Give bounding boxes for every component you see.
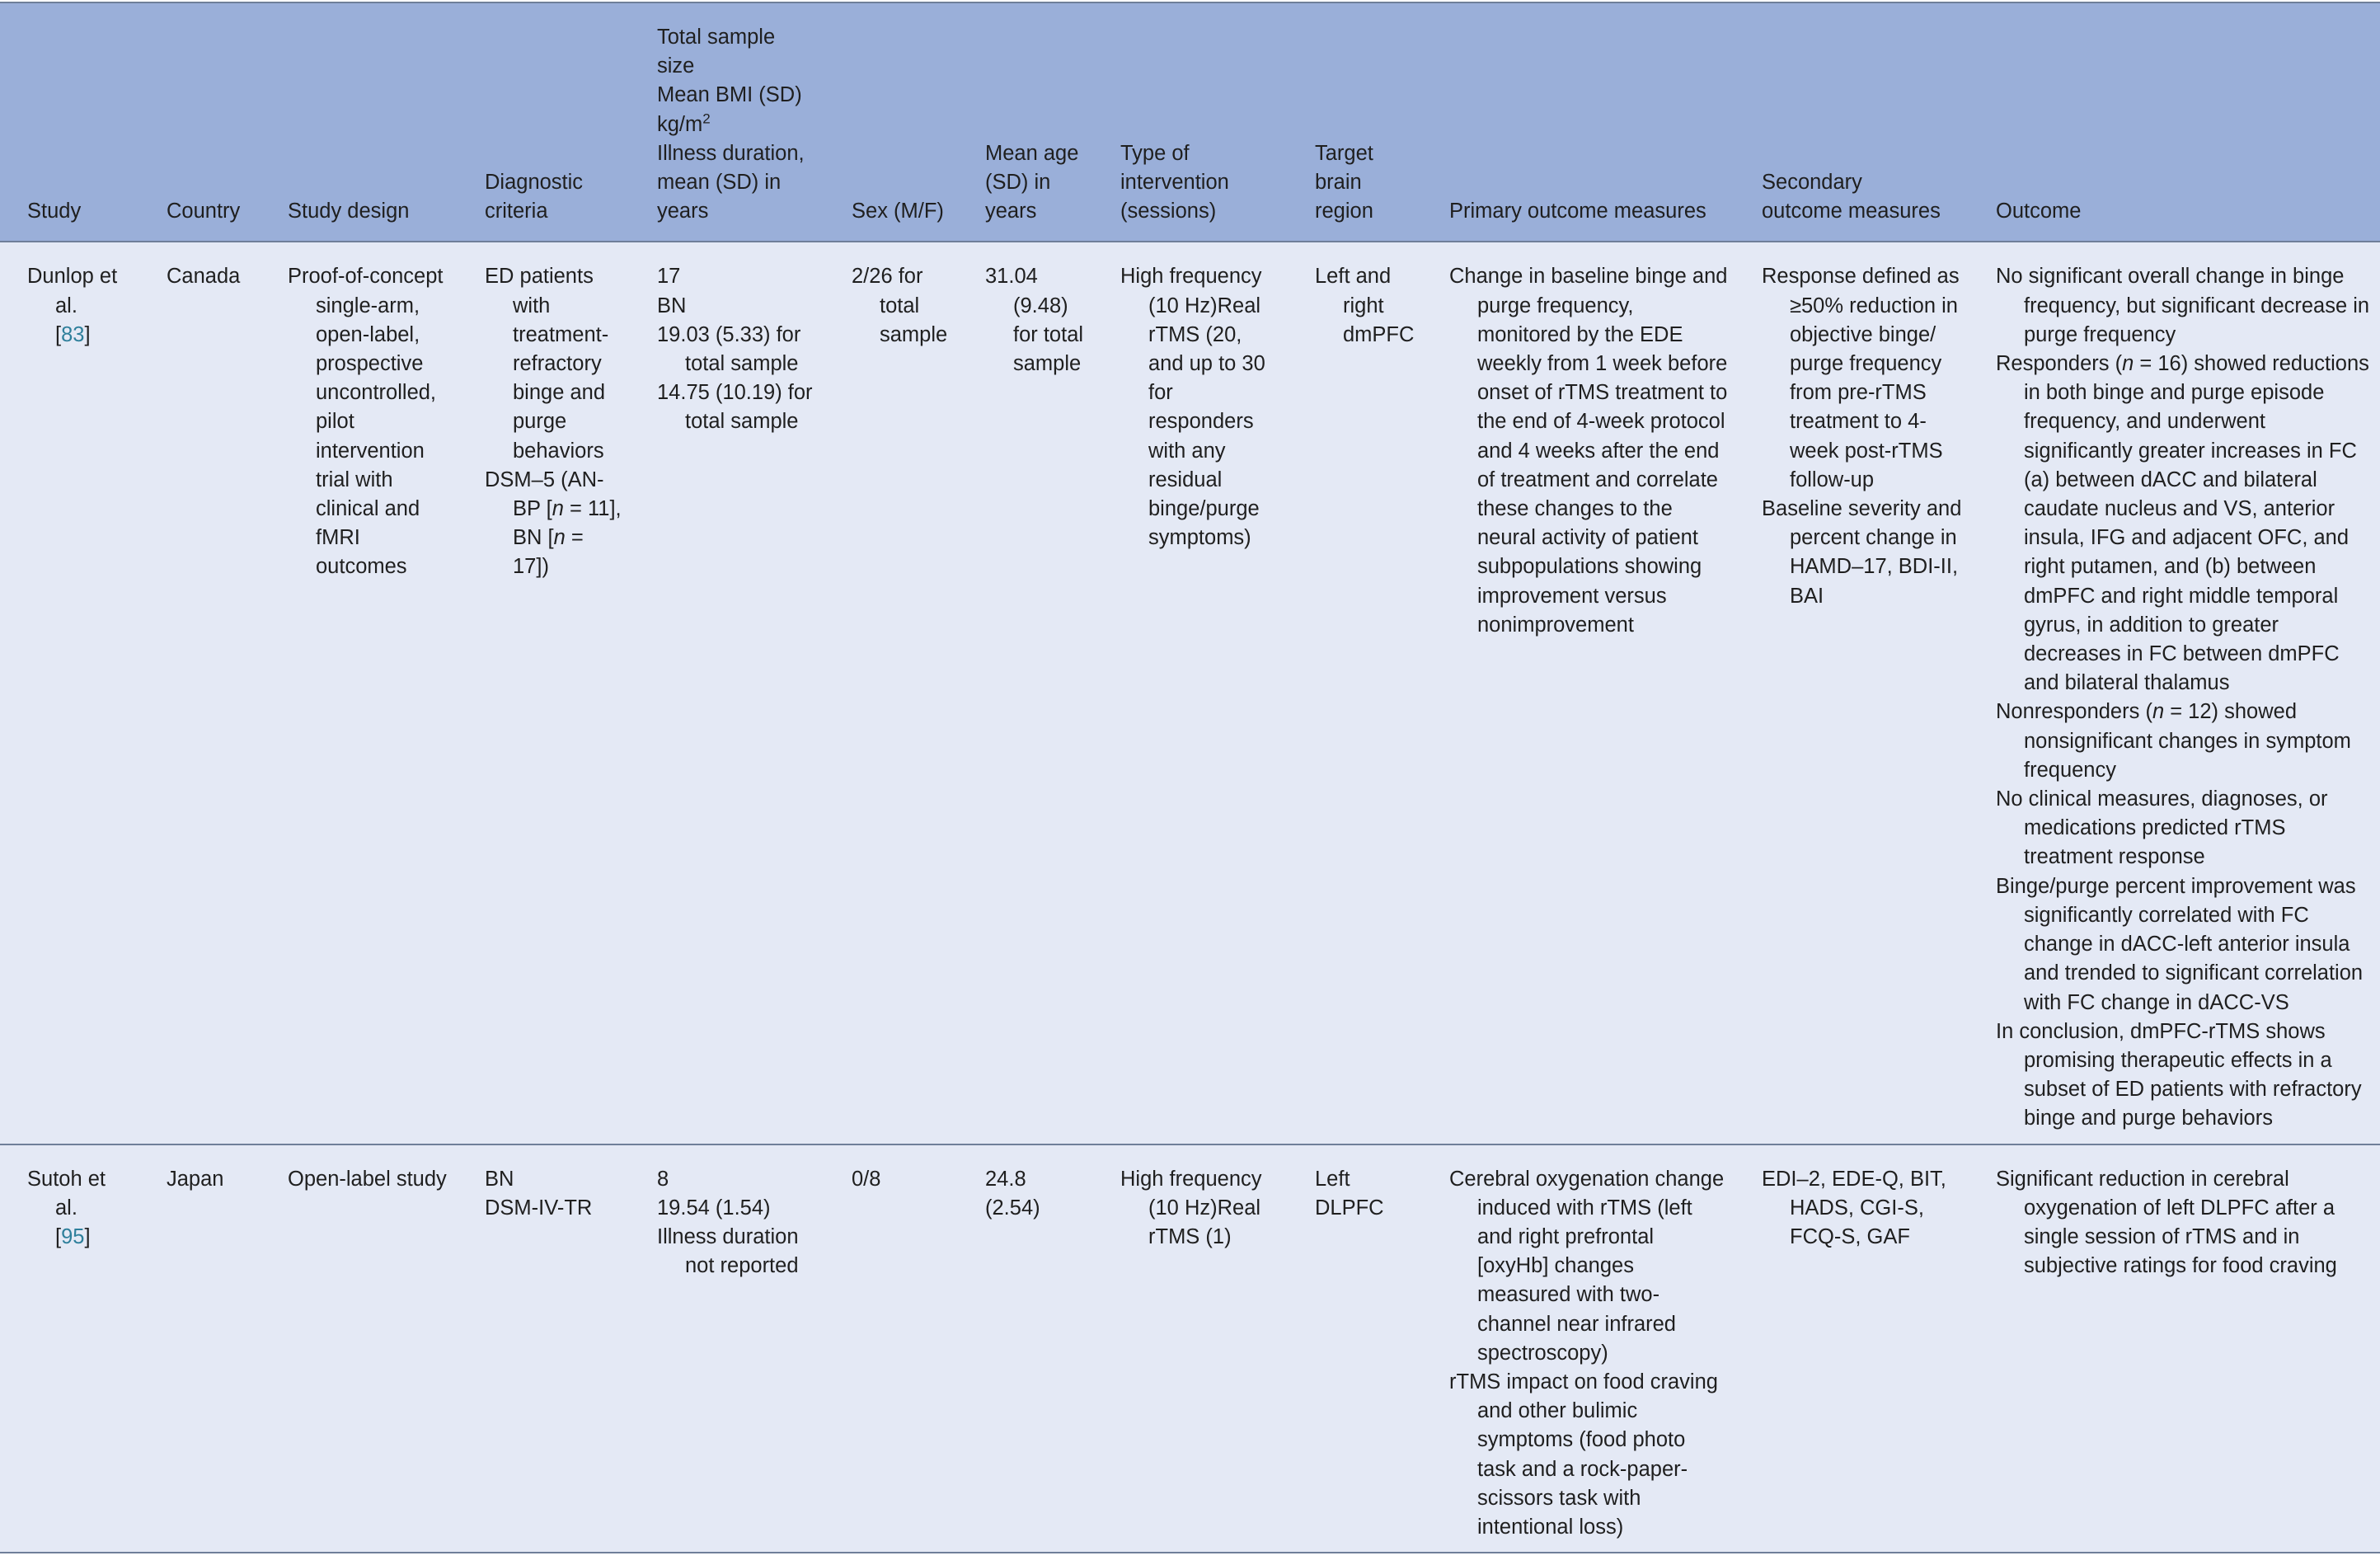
cell-primary-outcome [1422, 1144, 1735, 1553]
header-line: Target [1315, 141, 1373, 165]
cell-text: EDI–2, EDE-Q, BIT, HADS, CGI-S, FCQ-S, GAF [1762, 1167, 1946, 1248]
header-line: years [985, 200, 1037, 223]
cell-mean-age [958, 242, 1093, 1144]
cell-text: DSM–5 (AN-BP [n = 11], BN [n = 17]) [485, 468, 622, 579]
header-secondary-outcome [1735, 2, 1969, 242]
header-diagnostic-criteria [458, 2, 630, 242]
cell-study [0, 1144, 139, 1553]
header-row [0, 2, 2380, 242]
cell-text: ED patients with treatment-refractory binge and purge behaviors [485, 265, 609, 463]
header-line: Mean age [985, 141, 1079, 165]
header-line: Illness duration, [657, 141, 805, 165]
cell-text: High frequency (10 Hz)Real rTMS (1) [1120, 1167, 1262, 1248]
header-line: (SD) in [985, 171, 1051, 195]
header-line: intervention [1120, 171, 1229, 195]
header-line: brain [1315, 171, 1362, 195]
cell-text: No clinical measures, diagnoses, or medications predicted rTMS treatment response [1996, 787, 2328, 869]
cell-text: High frequency (10 Hz)Real rTMS (20, and up to 30 for responders with any residual binge/purge symptoms) [1120, 265, 1265, 550]
header-target-region [1288, 2, 1422, 242]
cell-text: In conclusion, dmPFC-rTMS shows promising therapeutic effects in a subset of ED patients with refractory binge and purge behaviors [1996, 1019, 2362, 1130]
header-line: Diagnostic [485, 171, 584, 195]
cell-text: Illness duration not reported [657, 1224, 799, 1278]
cell-study-design [261, 1144, 458, 1553]
cell-text: Nonresponders (n = 12) showed nonsignificant changes in symptom frequency [1996, 700, 2351, 782]
cell-text: DSM-IV-TR [485, 1196, 593, 1220]
cell-secondary-outcome [1735, 1144, 1969, 1553]
header-outcome: Outcome [1969, 2, 2380, 242]
cell-target-region: Left DLPFC [1288, 1144, 1422, 1553]
cell-text: 2/26 for total sample [852, 265, 948, 346]
cell-outcome [1969, 242, 2380, 1144]
cell-study-design [261, 242, 458, 1144]
header-line: criteria [485, 200, 548, 223]
cell-diagnostic-criteria [458, 242, 630, 1144]
reference-link[interactable]: 95 [61, 1224, 85, 1248]
cell-target-region [1288, 242, 1422, 1144]
cell-text: Change in baseline binge and purge frequency, monitored by the EDE weekly from 1 week before onset of rTMS treatment to the end of 4-week protocol and 4 weeks after the end of treatment and correlate these changes to the neural activity of patient subpopulations showing improvement versus nonimprovement [1449, 265, 1728, 637]
header-line: region [1315, 200, 1373, 223]
cell-text: rTMS impact on food craving and other bulimic symptoms (food photo task and a rock-paper-scissors task with intentional loss) [1449, 1370, 1718, 1539]
cell-text: 31.04 (9.48) for total sample [985, 265, 1084, 376]
header-line: Total sample size [657, 26, 776, 78]
study-text: Dunlop et al. [27, 265, 118, 317]
cell-sample [630, 242, 824, 1144]
cell-text: Proof-of-concept single-arm, open-label, prospective uncontrolled, pilot intervention trial with clinical and fMRI outcomes [288, 265, 444, 579]
header-line: (sessions) [1120, 200, 1217, 223]
reference-link[interactable]: 83 [61, 322, 85, 346]
cell-diagnostic-criteria [458, 1144, 630, 1553]
cell-study [0, 242, 139, 1144]
cell-primary-outcome [1422, 242, 1735, 1144]
cell-text: Open-label study [288, 1167, 447, 1191]
header-primary-outcome: Primary outcome measures [1422, 2, 1735, 242]
cell-text: Baseline severity and percent change in HAMD–17, BDI-II, BAI [1762, 497, 1962, 608]
cell-text: No significant overall change in binge frequency, but significant decrease in purge frequency [1996, 265, 2370, 346]
cell-text: BN [657, 294, 687, 317]
study-text: Sutoh et al. [27, 1167, 106, 1220]
study-name: Sutoh et al. [95] [27, 1167, 106, 1248]
header-sex: Sex (M/F) [824, 2, 958, 242]
table-row [0, 1144, 2380, 1553]
cell-text: Binge/purge percent improvement was significantly correlated with FC change in dACC-left anterior insula and trended to significant correlation with FC change in dACC-VS [1996, 874, 2364, 1014]
header-study: Study [0, 2, 139, 242]
cell-text: 19.03 (5.33) for total sample [657, 322, 801, 376]
cell-text: BN [485, 1167, 514, 1191]
cell-mean-age: 24.8 (2.54) [958, 1144, 1093, 1553]
study-name: Dunlop et al. [83] [27, 265, 118, 346]
cell-text: Responders (n = 16) showed reductions in both binge and purge episode frequency, and underwent significantly greater increases in FC (a) between dACC and bilateral caudate nucleus and VS, anterior insula, IFG and adjacent OFC, and right putamen, and (b) between dmPFC and right middle temporal gyrus, in addition to greater decreases in FC between dmPFC and bilateral thalamus [1996, 352, 2369, 695]
cell-intervention [1093, 1144, 1288, 1553]
header-intervention [1093, 2, 1288, 242]
studies-table [0, 2, 2380, 1553]
cell-intervention [1093, 242, 1288, 1144]
cell-sex [824, 242, 958, 1144]
superscript: 2 [702, 110, 711, 127]
cell-text: Cerebral oxygenation change induced with rTMS (left and right prefrontal [oxyHb] changes measured with two-channel near infrared spectroscopy) [1449, 1167, 1725, 1365]
cell-secondary-outcome [1735, 242, 1969, 1144]
cell-text: 17 [657, 265, 681, 289]
cell-outcome [1969, 1144, 2380, 1553]
header-mean-age [958, 2, 1093, 242]
cell-text: Significant reduction in cerebral oxygenation of left DLPFC after a single session of rTMS and in subjective ratings for food craving [1996, 1167, 2337, 1278]
header-sample [630, 2, 824, 242]
cell-text: 14.75 (10.19) for total sample [657, 381, 813, 434]
header-line: mean (SD) in [657, 171, 782, 195]
cell-country: Canada [139, 242, 261, 1144]
header-line: outcome measures [1762, 200, 1941, 223]
header-line: Secondary [1762, 171, 1862, 195]
header-country: Country [139, 2, 261, 242]
cell-text: 8 [657, 1167, 669, 1191]
cell-sex: 0/8 [824, 1144, 958, 1553]
cell-text: 19.54 (1.54) [657, 1196, 771, 1220]
header-line: years [657, 200, 709, 223]
cell-text: Left and right dmPFC [1315, 265, 1415, 346]
header-line: kg/m [657, 112, 703, 136]
cell-sample [630, 1144, 824, 1553]
cell-country: Japan [139, 1144, 261, 1553]
table-row [0, 242, 2380, 1144]
header-line: Type of [1120, 141, 1190, 165]
header-study-design: Study design [261, 2, 458, 242]
cell-text: Response defined as ≥50% reduction in objective binge/ purge frequency from pre-rTMS treatment to 4-week post-rTMS follow-up [1762, 265, 1960, 491]
header-line: Mean BMI (SD) [657, 83, 802, 107]
